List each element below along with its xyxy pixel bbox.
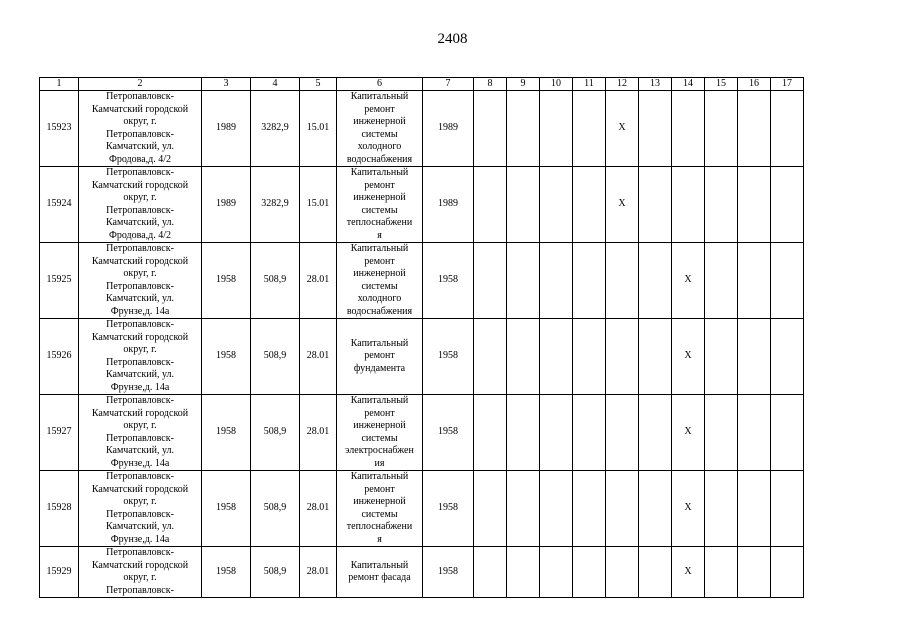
header-row [40, 78, 804, 91]
cell-address-line: Фрунзе,д. 14а [110, 533, 170, 545]
cell-address [79, 395, 202, 471]
cell-col-10 [540, 319, 573, 395]
cell-col-16 [738, 319, 771, 395]
cell-address-line: Петропавловск- [106, 471, 174, 482]
register-table [39, 77, 804, 598]
cell-code: 15.01 [300, 167, 337, 243]
cell-col-14 [672, 91, 705, 167]
cell-work-type-line: ремонт [364, 255, 395, 267]
cell-work-type-line: Капитальный [350, 395, 409, 406]
cell-col-10 [540, 167, 573, 243]
cell-work-type-line: инженерной [353, 116, 406, 127]
cell-col-17 [771, 319, 804, 395]
cell-code: 28.01 [300, 471, 337, 547]
cell-work-type-line: теплоснабжени [346, 217, 413, 228]
cell-year: 1958 [202, 547, 251, 598]
cell-address-line: округ, г. [123, 572, 157, 583]
cell-code: 28.01 [300, 243, 337, 319]
cell-address-line: Камчатский городской [91, 103, 189, 115]
cell-work-type [337, 471, 423, 547]
cell-work-type-line: Капитальный [350, 337, 409, 349]
cell-address-line: Петропавловск- [106, 432, 174, 444]
cell-work-type-line: системы [361, 508, 398, 520]
cell-plan-year: 1958 [423, 243, 474, 319]
cell-address-line: Петропавловск- [106, 204, 174, 216]
table-row [40, 167, 804, 243]
cell-work-type-line: я [377, 229, 382, 241]
cell-col-14: X [672, 243, 705, 319]
cell-work-type-line: инженерной [353, 496, 406, 507]
cell-col-16 [738, 471, 771, 547]
cell-work-type-line: ремонт [364, 483, 395, 495]
column-header-10: 10 [540, 78, 573, 91]
cell-work-type [337, 243, 423, 319]
cell-work-type-line: ремонт [364, 407, 395, 419]
cell-col-10 [540, 91, 573, 167]
cell-address-line: Фрунзе,д. 14а [110, 381, 170, 393]
cell-address-line: Камчатский, ул. [105, 521, 175, 532]
cell-col-15 [705, 91, 738, 167]
cell-work-type-line: системы [361, 128, 398, 140]
column-header-16: 16 [738, 78, 771, 91]
cell-col-11 [573, 547, 606, 598]
cell-work-type-line: Капитальный [350, 91, 409, 102]
cell-work-type-line: водоснабжения [346, 153, 413, 165]
column-header-4: 4 [251, 78, 300, 91]
cell-plan-year: 1958 [423, 395, 474, 471]
cell-address-line: Петропавловск- [106, 243, 174, 254]
cell-work-type [337, 395, 423, 471]
cell-year: 1958 [202, 471, 251, 547]
cell-address-line: Петропавловск- [106, 395, 174, 406]
cell-col-9 [507, 91, 540, 167]
cell-address [79, 547, 202, 598]
cell-address-line: округ, г. [123, 420, 157, 431]
cell-address [79, 167, 202, 243]
cell-year: 1958 [202, 395, 251, 471]
cell-col-8 [474, 91, 507, 167]
column-header-13: 13 [639, 78, 672, 91]
cell-address-line: Фрунзе,д. 14а [110, 457, 170, 469]
cell-address-line: Камчатский, ул. [105, 141, 175, 152]
cell-col-15 [705, 167, 738, 243]
cell-col-8 [474, 243, 507, 319]
cell-col-9 [507, 243, 540, 319]
cell-address-line: Петропавловск- [106, 584, 174, 596]
cell-col-11 [573, 319, 606, 395]
cell-col-9 [507, 471, 540, 547]
cell-work-type [337, 319, 423, 395]
table-row [40, 243, 804, 319]
cell-address [79, 471, 202, 547]
cell-area: 3282,9 [251, 91, 300, 167]
cell-address-line: округ, г. [123, 116, 157, 127]
cell-code: 28.01 [300, 319, 337, 395]
cell-address-line: Камчатский городской [91, 255, 189, 267]
cell-work-type [337, 91, 423, 167]
cell-plan-year: 1958 [423, 319, 474, 395]
cell-work-type-line: электроснабжен [345, 445, 414, 456]
cell-id: 15929 [40, 547, 79, 598]
cell-col-10 [540, 243, 573, 319]
cell-address-line: Петропавловск- [106, 91, 174, 102]
cell-col-10 [540, 395, 573, 471]
column-header-5: 5 [300, 78, 337, 91]
cell-col-11 [573, 243, 606, 319]
cell-year: 1958 [202, 243, 251, 319]
column-header-3: 3 [202, 78, 251, 91]
cell-work-type-line: ремонт фасада [348, 572, 411, 583]
cell-work-type-line: Капитальный [350, 471, 409, 482]
cell-area: 3282,9 [251, 167, 300, 243]
table-body [40, 91, 804, 598]
cell-area: 508,9 [251, 395, 300, 471]
cell-col-16 [738, 167, 771, 243]
cell-col-14 [672, 167, 705, 243]
cell-col-11 [573, 167, 606, 243]
cell-year: 1958 [202, 319, 251, 395]
cell-col-13 [639, 471, 672, 547]
column-header-2: 2 [79, 78, 202, 91]
cell-address-line: Петропавловск- [106, 319, 174, 330]
cell-col-9 [507, 395, 540, 471]
cell-col-13 [639, 167, 672, 243]
cell-col-13 [639, 319, 672, 395]
cell-work-type-line: ремонт [364, 103, 395, 115]
cell-col-15 [705, 471, 738, 547]
cell-address-line: Камчатский, ул. [105, 369, 175, 380]
cell-code: 15.01 [300, 91, 337, 167]
cell-col-14: X [672, 471, 705, 547]
column-header-6: 6 [337, 78, 423, 91]
cell-work-type-line: системы [361, 280, 398, 292]
cell-work-type-line: Капитальный [350, 243, 409, 254]
cell-col-9 [507, 547, 540, 598]
cell-col-16 [738, 243, 771, 319]
cell-address-line: Петропавловск- [106, 280, 174, 292]
cell-year: 1989 [202, 167, 251, 243]
cell-col-17 [771, 243, 804, 319]
cell-col-16 [738, 91, 771, 167]
cell-address-line: Фродова,д. 4/2 [108, 229, 172, 241]
cell-area: 508,9 [251, 319, 300, 395]
column-header-1: 1 [40, 78, 79, 91]
cell-col-17 [771, 395, 804, 471]
cell-plan-year: 1989 [423, 167, 474, 243]
cell-col-9 [507, 167, 540, 243]
cell-work-type-line: Капитальный [350, 559, 409, 571]
cell-id: 15925 [40, 243, 79, 319]
cell-col-13 [639, 547, 672, 598]
cell-work-type-line: инженерной [353, 420, 406, 431]
cell-col-15 [705, 547, 738, 598]
cell-col-12: X [606, 167, 639, 243]
cell-col-14: X [672, 395, 705, 471]
cell-col-16 [738, 395, 771, 471]
cell-work-type-line: водоснабжения [346, 305, 413, 317]
cell-address-line: Камчатский городской [91, 407, 189, 419]
cell-work-type-line: системы [361, 432, 398, 444]
cell-code: 28.01 [300, 547, 337, 598]
column-header-7: 7 [423, 78, 474, 91]
cell-col-13 [639, 243, 672, 319]
cell-work-type-line: холодного [357, 141, 402, 152]
cell-address-line: Камчатский, ул. [105, 217, 175, 228]
cell-address [79, 243, 202, 319]
cell-col-8 [474, 547, 507, 598]
cell-id: 15928 [40, 471, 79, 547]
cell-col-11 [573, 91, 606, 167]
column-header-15: 15 [705, 78, 738, 91]
cell-area: 508,9 [251, 471, 300, 547]
cell-col-9 [507, 319, 540, 395]
cell-col-12 [606, 243, 639, 319]
cell-col-8 [474, 319, 507, 395]
cell-id: 15924 [40, 167, 79, 243]
cell-address-line: Петропавловск- [106, 128, 174, 140]
cell-work-type-line: холодного [357, 293, 402, 304]
cell-col-10 [540, 471, 573, 547]
cell-year: 1989 [202, 91, 251, 167]
cell-col-12 [606, 547, 639, 598]
cell-id: 15923 [40, 91, 79, 167]
cell-address [79, 319, 202, 395]
column-header-11: 11 [573, 78, 606, 91]
cell-work-type-line: системы [361, 204, 398, 216]
cell-address-line: Камчатский городской [91, 331, 189, 343]
cell-col-10 [540, 547, 573, 598]
table-row [40, 91, 804, 167]
cell-col-17 [771, 91, 804, 167]
cell-work-type [337, 547, 423, 598]
table-row [40, 395, 804, 471]
cell-col-16 [738, 547, 771, 598]
cell-address-line: Петропавловск- [106, 167, 174, 178]
column-header-12: 12 [606, 78, 639, 91]
cell-address-line: округ, г. [123, 268, 157, 279]
cell-col-8 [474, 471, 507, 547]
cell-plan-year: 1989 [423, 91, 474, 167]
cell-col-12 [606, 319, 639, 395]
cell-col-11 [573, 471, 606, 547]
cell-address-line: Петропавловск- [106, 356, 174, 368]
cell-col-12 [606, 395, 639, 471]
cell-work-type-line: теплоснабжени [346, 521, 413, 532]
cell-work-type-line: ремонт [364, 350, 395, 362]
cell-work-type-line: Капитальный [350, 167, 409, 178]
cell-col-17 [771, 167, 804, 243]
cell-col-14: X [672, 319, 705, 395]
cell-address-line: Фродова,д. 4/2 [108, 153, 172, 165]
cell-address-line: Петропавловск- [106, 508, 174, 520]
cell-code: 28.01 [300, 395, 337, 471]
cell-address-line: Петропавловск- [106, 547, 174, 558]
cell-address-line: округ, г. [123, 344, 157, 355]
cell-id: 15927 [40, 395, 79, 471]
page-number: 2408 [437, 31, 468, 47]
cell-work-type-line: ия [374, 457, 385, 469]
column-header-9: 9 [507, 78, 540, 91]
cell-col-17 [771, 547, 804, 598]
cell-address [79, 91, 202, 167]
cell-col-15 [705, 319, 738, 395]
cell-area: 508,9 [251, 243, 300, 319]
cell-work-type-line: инженерной [353, 268, 406, 279]
cell-col-12 [606, 471, 639, 547]
cell-address-line: Камчатский городской [91, 179, 189, 191]
cell-work-type-line: я [377, 533, 382, 545]
cell-col-11 [573, 395, 606, 471]
cell-col-15 [705, 395, 738, 471]
cell-work-type-line: ремонт [364, 179, 395, 191]
cell-col-8 [474, 395, 507, 471]
table-row [40, 471, 804, 547]
cell-address-line: округ, г. [123, 496, 157, 507]
cell-address-line: Камчатский городской [91, 483, 189, 495]
cell-address-line: Камчатский, ул. [105, 445, 175, 456]
column-header-14: 14 [672, 78, 705, 91]
cell-work-type [337, 167, 423, 243]
cell-address-line: Камчатский, ул. [105, 293, 175, 304]
cell-plan-year: 1958 [423, 471, 474, 547]
cell-col-14: X [672, 547, 705, 598]
column-header-17: 17 [771, 78, 804, 91]
cell-plan-year: 1958 [423, 547, 474, 598]
cell-col-15 [705, 243, 738, 319]
cell-col-17 [771, 471, 804, 547]
cell-col-8 [474, 167, 507, 243]
cell-address-line: Камчатский городской [91, 559, 189, 571]
cell-col-13 [639, 395, 672, 471]
cell-id: 15926 [40, 319, 79, 395]
cell-work-type-line: фундамента [353, 362, 406, 374]
cell-work-type-line: инженерной [353, 192, 406, 203]
cell-address-line: округ, г. [123, 192, 157, 203]
cell-address-line: Фрунзе,д. 14а [110, 305, 170, 317]
cell-area: 508,9 [251, 547, 300, 598]
table-row [40, 547, 804, 598]
cell-col-13 [639, 91, 672, 167]
cell-col-12: X [606, 91, 639, 167]
table-row [40, 319, 804, 395]
column-header-8: 8 [474, 78, 507, 91]
